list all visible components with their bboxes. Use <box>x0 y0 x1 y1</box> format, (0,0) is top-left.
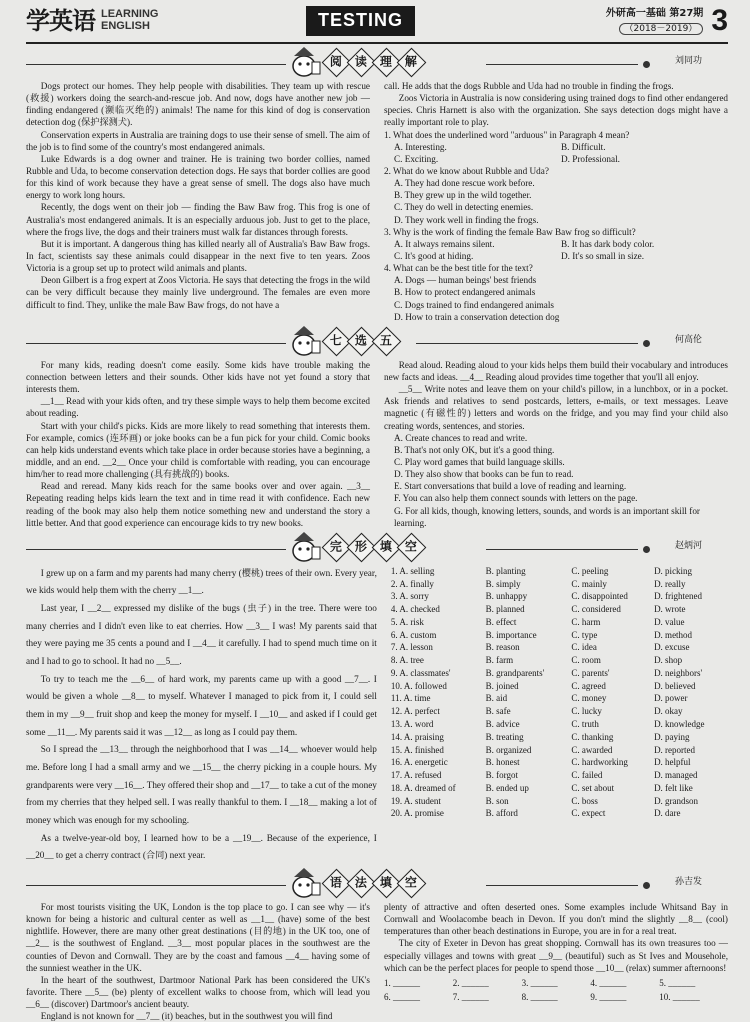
answer-blanks <box>384 978 728 1004</box>
cloze-option: 14. A. praising <box>390 731 444 742</box>
option-row <box>384 153 728 165</box>
title-char: 形 <box>355 539 368 554</box>
cloze-option: C. lucky <box>571 706 602 717</box>
cloze-option: B. effect <box>485 616 517 627</box>
grammar-paragraph: The city of Exeter in Devon has great shopping. Cornwall has its own treasures too — especially villages and towns with great __9__ (beautiful) such as St Ives and Mousehole, which can be the perfect places for people to spend those __10__ (relax) summer afternoons! <box>384 938 728 973</box>
cloze-option: C. harm <box>571 616 601 627</box>
cloze-option: C. room <box>571 655 601 666</box>
option: B. It has dark body color. <box>561 238 655 249</box>
bullet-dot <box>643 882 650 889</box>
seven-body <box>26 359 728 529</box>
answer-blank: 2. ______ <box>452 977 489 988</box>
cloze-option-row <box>391 667 728 680</box>
logo-english <box>101 9 158 32</box>
cloze-options-column <box>391 565 728 865</box>
cloze-body <box>26 565 728 865</box>
cloze-option: 17. A. refused <box>390 770 442 781</box>
grammar-paragraph: England is not known for __7__ (it) beaches, but in the southwest you will find <box>40 1011 333 1022</box>
section-title-grammar <box>326 873 422 894</box>
cloze-option: C. type <box>571 629 598 640</box>
title-char: 阅 <box>330 54 343 69</box>
bullet-dot <box>643 340 650 347</box>
seven-option: C. Play word games that build language skills. <box>394 456 565 467</box>
cloze-option: 16. A. energetic <box>390 757 448 768</box>
cloze-option: D. reported <box>654 744 696 755</box>
cloze-option: D. power <box>654 693 688 704</box>
seven-paragraph: For many kids, reading doesn't come easily. Some kids have trouble making the connection between letters and their sounds. Other kids have not yet found a story that interests them. <box>26 359 370 395</box>
divider <box>486 64 638 65</box>
cloze-option: 3. A. sorry <box>390 591 429 602</box>
cloze-option: C. disappointed <box>571 591 628 602</box>
cloze-option: 6. A. custom <box>390 629 437 640</box>
cloze-option: C. mainly <box>571 578 607 589</box>
option: B. They grew up in the wild together. <box>394 190 532 201</box>
cloze-option: D. helpful <box>654 757 691 768</box>
cloze-option: D. believed <box>654 680 696 691</box>
cloze-option: D. shop <box>654 655 683 666</box>
cloze-option: 2. A. finally <box>390 578 434 589</box>
cloze-option: D. managed <box>654 770 698 781</box>
cloze-option: C. considered <box>571 604 621 615</box>
cloze-option: 20. A. promise <box>390 808 444 819</box>
page-number: 3 <box>711 4 728 38</box>
seven-option: D. They also show that books can be fun to read. <box>394 469 574 480</box>
title-char: 空 <box>405 539 418 554</box>
reading-paragraph: But it is important. A dangerous thing has killed nearly all of Australia's Baw Baw frogs. In fact, scientists say these animals could disappear in the next five to ten years. Zoos Victoria is a group set up to protect wild animals and plants. <box>26 238 370 274</box>
cloze-option: B. advice <box>485 718 520 729</box>
answer-blank: 5. ______ <box>659 977 696 988</box>
seven-option: F. You can also help them connect sounds with letters on the page. <box>394 493 638 504</box>
cloze-option: B. importance <box>485 629 537 640</box>
cloze-option-row <box>391 565 728 578</box>
cloze-option-row <box>391 680 728 693</box>
answer-blank: 8. ______ <box>521 991 558 1002</box>
cloze-option-row <box>391 807 728 820</box>
cloze-option: B. son <box>485 795 509 806</box>
cloze-option: 12. A. perfect <box>390 706 440 717</box>
logo <box>26 5 266 37</box>
cloze-option: C. hardworking <box>571 757 628 768</box>
title-char: 法 <box>355 875 368 890</box>
question-1 <box>384 129 728 165</box>
cloze-option: B. forgot <box>485 770 518 781</box>
author-name: 赵炳河 <box>674 540 702 551</box>
section-header-seven <box>26 323 728 359</box>
mascot-icon <box>288 325 322 357</box>
option-row <box>384 141 728 153</box>
cloze-option: B. grandparents' <box>485 667 545 678</box>
cloze-option: 4. A. checked <box>390 604 440 615</box>
cloze-option: B. treating <box>485 731 524 742</box>
cloze-option: C. thanking <box>571 731 614 742</box>
option: C. Dogs trained to find endangered animals <box>394 299 554 310</box>
seven-option: G. For all kids, though, knowing letters, sounds, and words is an important skill for learning. <box>394 505 700 528</box>
seven-paragraph: Read and reread. Many kids reach for the same books over and over again. __3__ Repeating reading helps kids learn the text and in time read it with confidence. Each new reading of the book may also help them notice something new and understand the story a little better. And that good experience can encourage kids to try new books. <box>26 481 370 528</box>
title-char: 语 <box>330 875 343 890</box>
title-char-box <box>397 532 427 562</box>
answer-blank: 6. ______ <box>384 991 420 1002</box>
title-char: 填 <box>380 539 393 554</box>
cloze-option-row <box>391 756 728 769</box>
author-name: 刘同功 <box>674 56 702 66</box>
cloze-left-column <box>26 565 377 865</box>
option: A. It always remains silent. <box>394 238 495 249</box>
section-header-grammar <box>26 865 728 901</box>
cloze-option: D. picking <box>654 565 693 576</box>
option: C. Exciting. <box>394 153 439 164</box>
seven-paragraph: __1__ Read with your kids often, and try these simple ways to help them become excited about reading. <box>26 396 370 419</box>
seven-paragraph: Start with your child's picks. Kids are more likely to read something that interests them. For example, comics (连环画) or joke books can be a fun pick for your child. Comic books can help kids understand events which take place in order because stories have a beginning, a middle, and an end. __2__ Once your child is comfortable with reading, you can encourage him/her to read more challenging (具有挑战的) books. <box>26 420 370 480</box>
option: D. How to train a conservation detection dog <box>394 311 560 322</box>
seven-option: A. Create chances to read and write. <box>394 432 528 443</box>
cloze-option: B. aid <box>485 693 508 704</box>
logo-chinese: 学英语 <box>26 6 95 36</box>
section-title-cloze <box>326 537 422 558</box>
answer-blank: 3. ______ <box>521 977 558 988</box>
author-name: 孙吉发 <box>674 876 702 887</box>
cloze-option: D. wrote <box>654 604 686 615</box>
title-char: 解 <box>405 54 418 69</box>
question-text: 2. What do we know about Rubble and Uda? <box>384 165 549 176</box>
cloze-option: C. failed <box>571 770 603 781</box>
reading-right-column <box>384 80 728 323</box>
cloze-option: D. method <box>654 629 693 640</box>
cloze-option: D. dare <box>654 808 681 819</box>
cloze-option-row <box>391 744 728 757</box>
cloze-option-row <box>391 795 728 808</box>
divider <box>26 549 286 550</box>
cloze-option: D. really <box>654 578 686 589</box>
section-header-reading <box>26 44 728 80</box>
cloze-paragraph: Last year, I __2__ expressed my dislike of the bugs (虫子) in the tree. There were too many cherries and I didn't even like to eat cherries. How __3__ I was! My parents said that they were paying me 35 cents a pound and I __4__ it carefully. I had to spend much time on it and I had to go to school. It had no __5__. <box>26 603 377 667</box>
cloze-option-row <box>391 578 728 591</box>
logo-en-line2: ENGLISH <box>101 19 150 32</box>
cloze-option-row <box>391 629 728 642</box>
cloze-option-row <box>391 654 728 667</box>
mascot-icon <box>288 531 322 563</box>
cloze-option: B. afford <box>485 808 518 819</box>
header-right <box>606 1 728 41</box>
cloze-option: C. boss <box>571 795 598 806</box>
reading-left-column <box>26 80 370 323</box>
cloze-option-row <box>391 692 728 705</box>
cloze-option-row <box>391 603 728 616</box>
grammar-body <box>26 901 728 1022</box>
cloze-option: C. set about <box>571 782 615 793</box>
cloze-option-row <box>391 718 728 731</box>
cloze-option: B. joined <box>485 680 519 691</box>
cloze-option-row <box>391 616 728 629</box>
question-3 <box>384 226 728 262</box>
mascot-icon <box>288 46 322 78</box>
cloze-option: D. value <box>654 616 685 627</box>
cloze-option-row <box>391 731 728 744</box>
divider <box>26 885 286 886</box>
title-char-box <box>397 48 427 78</box>
cloze-option: B. honest <box>485 757 520 768</box>
cloze-option: 7. A. lesson <box>390 642 433 653</box>
section-title-seven <box>326 331 397 352</box>
cloze-option-row <box>391 590 728 603</box>
cloze-option-row <box>391 705 728 718</box>
cloze-options-table <box>391 565 728 820</box>
question-text: 4. What can be the best title for the text? <box>384 263 533 274</box>
reading-paragraph: Conservation experts in Australia are training dogs to use their sense of smell. The aim of the job is to find some of the country's most endangered animals. <box>26 129 370 152</box>
grammar-paragraph: For most tourists visiting the UK, London is the top place to go. I can see why — it's known for being a historic and cultural center as well as __1__ (have) some of the best nightlife. However, there are many other great destinations (目的地) in the UK too, one of __2__ is the southwest of England. __3__ most popular places in the southwest are the counties of Devon and Cornwall. They are by the coast and famous __4__ having some of the sunniest weather in the UK. <box>26 901 370 973</box>
section-header-cloze <box>26 529 728 565</box>
issue-label: 外研高一基础 第27期 <box>605 7 704 19</box>
cloze-option: 8. A. tree <box>390 655 424 666</box>
option: D. It's so small in size. <box>561 250 645 261</box>
title-char: 五 <box>380 333 393 348</box>
grammar-paragraph: plenty of attractive and often deserted ones. Some examples include Whitsand Bay in Cornwall and Woolacombe beach in Devon. If you don't mind the slightly __8__ (cool) temperatures than other beach destinations in Europe, you are in for a real treat. <box>384 901 728 937</box>
mascot-icon <box>288 867 322 899</box>
answer-blank: 7. ______ <box>452 991 489 1002</box>
cloze-option: C. parents' <box>571 667 610 678</box>
section-title: TESTING <box>306 6 415 36</box>
cloze-option: 18. A. dreamed of <box>390 782 456 793</box>
cloze-option: C. idea <box>571 642 597 653</box>
option: C. It's good at hiding. <box>394 250 474 261</box>
title-char: 七 <box>330 333 343 348</box>
section-title-reading <box>326 52 422 73</box>
cloze-option: D. neighbors' <box>654 667 703 678</box>
option: B. Difficult. <box>561 141 606 152</box>
cloze-option: C. peeling <box>571 565 609 576</box>
cloze-option: 1. A. selling <box>390 565 435 576</box>
answer-blank: 10. ______ <box>659 991 700 1002</box>
title-char-box <box>372 326 402 356</box>
answer-blank: 4. ______ <box>590 977 627 988</box>
bullet-dot <box>643 61 650 68</box>
divider <box>26 64 286 65</box>
cloze-option: D. okay <box>654 706 683 717</box>
title-char: 理 <box>380 54 393 69</box>
cloze-option: B. planned <box>485 604 525 615</box>
cloze-option: C. money <box>571 693 607 704</box>
answer-blank: 1. ______ <box>384 977 420 988</box>
title-char: 读 <box>355 54 368 69</box>
seven-right-column <box>384 359 728 529</box>
answer-blank: 9. ______ <box>590 991 627 1002</box>
cloze-option: C. truth <box>571 718 599 729</box>
cloze-option: D. paying <box>654 731 690 742</box>
question-4 <box>384 262 728 323</box>
reading-paragraph: Zoos Victoria in Australia is now considering using trained dogs to find other endangered species. Chris Harnett is also with the organization. She says detection dogs might have a really important role to play. <box>384 93 728 128</box>
title-char: 选 <box>355 333 368 348</box>
reading-body <box>26 80 728 323</box>
logo-en-line1: LEARNING <box>101 8 159 21</box>
option: A. Dogs — human beings' best friends <box>394 275 537 286</box>
grammar-left-column <box>26 901 370 1022</box>
title-char-box <box>397 869 427 899</box>
seven-option: B. That's not only OK, but it's a good thing. <box>394 444 555 455</box>
cloze-option: 19. A. student <box>390 795 441 806</box>
reading-paragraph: Recently, the dogs went on their job — finding the Baw Baw frog. This frog is one of Australia's most endangered animals. It is an especially arduous job. Just to get to the place, where the frogs live, the dogs and their trainers must walk far distances through forests. <box>26 202 370 237</box>
cloze-option: C. expect <box>571 808 606 819</box>
option: D. They work well in finding the frogs. <box>394 214 539 225</box>
issue-year: （2018－2019） <box>619 23 704 35</box>
seven-option: E. Start conversations that build a love of reading and learning. <box>394 481 627 492</box>
cloze-option: D. felt like <box>654 782 693 793</box>
bullet-dot <box>643 546 650 553</box>
option: C. They do well in detecting enemies. <box>394 202 534 213</box>
reading-paragraph: call. He adds that the dogs Rubble and Uda had no trouble in finding the frogs. <box>384 81 674 91</box>
title-char: 空 <box>405 875 418 890</box>
option-row <box>384 238 728 250</box>
cloze-paragraph: So I spread the __13__ through the neighborhood that I was __14__ whoever would help me. Before long I had a small army and we __15__ the cherry picking in a couple hours. My grandparents were very __16__. They offered their shop and __17__ to take a cut of the money from my cherries that they helped sell. I was really thankful to them. I __18__ making a lot of money which was enough for my schooling. <box>26 744 377 825</box>
cloze-paragraph: To try to teach me the __6__ of hard work, my parents came up with a good __7__. I would be given a whole __8__ to myself. Whatever I managed to pick from it, I could sell them in my __9__ fruit shop and keep the money for myself. I __10__ and asked if I could get some __11__. My parents said it was __12__ as long as I could pay them. <box>26 673 377 737</box>
divider <box>416 343 638 344</box>
cloze-paragraph: As a twelve-year-old boy, I learned how to be a __19__. Because of the experience, I __20__ to get a cherry contract (合同) next year. <box>26 832 377 861</box>
page-header <box>26 0 728 44</box>
grammar-right-column <box>384 901 728 1022</box>
cloze-option: D. grandson <box>654 795 699 806</box>
divider <box>486 885 638 886</box>
reading-paragraph: Luke Edwards is a dog owner and trainer. He is training two border collies, named Rubble and Uda, to become conservation detection dogs. He says that border collies are good for this kind of work because they have a great sense of smell. The dogs also have much energy to work long hours. <box>26 153 370 201</box>
question-2 <box>384 165 728 226</box>
cloze-paragraph: I grew up on a farm and my parents had many cherry (樱桃) trees of their own. Every year, we kids would help them with the cherry __1__. <box>26 567 377 596</box>
cloze-option: B. ended up <box>485 782 529 793</box>
cloze-option: 13. A. word <box>390 718 434 729</box>
author-name: 何高伦 <box>674 334 702 345</box>
cloze-option: 15. A. finished <box>390 744 444 755</box>
cloze-option: D. excuse <box>654 642 690 653</box>
option: D. Professional. <box>561 153 620 164</box>
option: A. Interesting. <box>394 141 447 152</box>
cloze-option: 10. A. followed <box>390 680 447 691</box>
cloze-option: B. farm <box>485 655 514 666</box>
title-char: 完 <box>330 539 343 554</box>
cloze-option: 11. A. time <box>390 693 431 704</box>
cloze-option-row <box>391 782 728 795</box>
divider <box>26 343 286 344</box>
reading-paragraph: Dogs protect our homes. They help people with disabilities. They team up with rescue (救援) workers doing the search-and-rescue job. And now, dogs have another new job — finding endangered (濒临灭绝的) animals! The name for this kind of dog is conservation detection dog (保护探测犬). <box>26 81 370 128</box>
cloze-option: B. simply <box>485 578 521 589</box>
cloze-option: C. awarded <box>571 744 613 755</box>
cloze-option: 9. A. classmates' <box>390 667 451 678</box>
seven-paragraph: __5__ Write notes and leave them on your child's pillow, in a lunchbox, or in a pocket. Ask friends and relatives to send postcards, letters, e-mails, or text messages. Leave magnetic (有磁性的) letters and words on the fridge, and you may find your child also creating words, sentences, and stories. <box>384 384 728 431</box>
cloze-option: B. organized <box>485 744 532 755</box>
grammar-paragraph: In the heart of the southwest, Dartmoor National Park has been considered the UK's favorite. There __5__ (be) plenty of excellent walks to choose from, which will lead you __6__ (discover) Dartmoor's ancient beauty. <box>26 974 370 1010</box>
option-row <box>384 250 728 262</box>
option: B. How to protect endangered animals <box>394 287 536 298</box>
cloze-option: B. safe <box>485 706 511 717</box>
cloze-option: B. unhappy <box>485 591 528 602</box>
cloze-option: D. knowledge <box>654 718 705 729</box>
cloze-option: D. frightened <box>654 591 703 602</box>
seven-left-column <box>26 359 370 529</box>
cloze-option: C. agreed <box>571 680 606 691</box>
cloze-option: B. planting <box>485 565 526 576</box>
cloze-option-row <box>391 769 728 782</box>
seven-paragraph: Read aloud. Reading aloud to your kids helps them build their vocabulary and introduces new facts and ideas. __4__ Reading aloud provides time together that you'll all enjoy. <box>384 359 728 382</box>
option: A. They had done rescue work before. <box>394 178 535 189</box>
cloze-option: 5. A. risk <box>390 616 424 627</box>
title-char: 填 <box>380 875 393 890</box>
divider <box>486 549 638 550</box>
issue-info <box>606 6 703 37</box>
question-text: 1. What does the underlined word "arduous" in Paragraph 4 mean? <box>384 129 630 140</box>
cloze-option: B. reason <box>485 642 520 653</box>
question-text: 3. Why is the work of finding the female Baw Baw frog so difficult? <box>384 226 636 237</box>
reading-paragraph: Deon Gilbert is a frog expert at Zoos Victoria. He says that detecting the frogs in the wild can be very difficult because they mainly live underground. The females are even more difficult to find. They, unlike the male Baw Baw frogs, do not have a <box>26 275 370 310</box>
cloze-option-row <box>391 641 728 654</box>
